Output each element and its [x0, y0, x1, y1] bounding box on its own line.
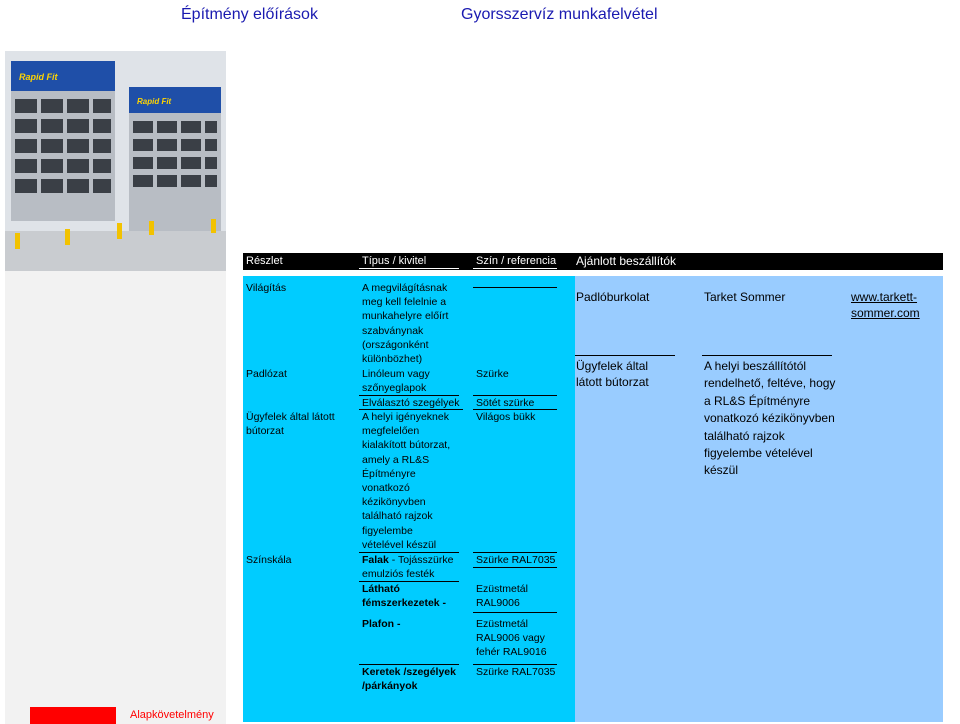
door-logo-left: Rapid Fit: [19, 72, 58, 82]
left-panel-background: [5, 271, 226, 724]
row-colors-detail: Színskála: [246, 554, 292, 566]
page-title: Építmény előírások: [181, 6, 318, 23]
supplier-name-flooring: Tarket Sommer: [704, 290, 786, 304]
requirement-legend-swatch: [30, 707, 116, 724]
row-ceiling-color: Ezüstmetál RAL9006 vagy fehér RAL9016: [476, 618, 547, 659]
row-frames-type: Keretek /szegélyek /párkányok: [362, 666, 456, 693]
row-edges-color: Sötét szürke: [476, 397, 535, 409]
suppliers-panel: [575, 276, 943, 722]
row-edges-type: Elválasztó szegélyek: [362, 397, 460, 409]
supplier-name-furniture: A helyi beszállítótól rendelhető, feltéve, hogy a RL&S Építményre vonatkozó kézikönyvben található rajzok figyelembe vételével készül: [704, 359, 836, 478]
row-furniture-type: A helyi igényeknek megfelelően kialakított bútorzat, amely a RL&S Építményre vonatkozó kézikönyvben található rajzok figyelembe vételével készül: [362, 411, 451, 551]
supplier-website-link[interactable]: www.tarkett-sommer.com: [851, 290, 920, 320]
column-header-detail: Részlet: [246, 255, 283, 267]
row-flooring-color: Szürke: [476, 368, 509, 380]
row-ceiling-type: Plafon -: [362, 618, 401, 630]
column-header-color: Szín / referencia: [476, 255, 557, 267]
garage-door-photo: [5, 51, 226, 271]
requirement-legend-label: Alapkövetelmény: [130, 709, 214, 721]
supplier-item-flooring: Padlóburkolat: [576, 290, 650, 304]
row-furniture-detail: Ügyfelek által látott bútorzat: [246, 411, 335, 438]
row-frames-color: Szürke RAL7035: [476, 666, 556, 678]
supplier-item-furniture: Ügyfelek által látott bútorzat: [576, 359, 649, 389]
column-header-type: Típus / kivitel: [362, 255, 427, 267]
row-lighting-detail: Világítás: [246, 282, 287, 294]
row-metal-color: Ezüstmetál RAL9006: [476, 583, 528, 610]
row-lighting-type: A megvilágításnak meg kell felelnie a munkahelyre előírt szabványnak (országonként különbözhet): [362, 282, 449, 366]
section-title: Gyorsszervíz munkafelvétel: [461, 6, 658, 23]
column-header-suppliers: Ajánlott beszállítók: [576, 254, 677, 268]
row-walls-type: Falak - Tojásszürke emulziós festék: [362, 554, 454, 581]
row-flooring-detail: Padlózat: [246, 368, 287, 380]
row-flooring-type: Linóleum vagy szőnyeglapok: [362, 368, 430, 395]
row-walls-color: Szürke RAL7035: [476, 554, 556, 566]
row-furniture-color: Világos bükk: [476, 411, 536, 423]
row-metal-type: Látható fémszerkezetek -: [362, 583, 447, 610]
door-logo-right: Rapid Fit: [137, 97, 172, 106]
